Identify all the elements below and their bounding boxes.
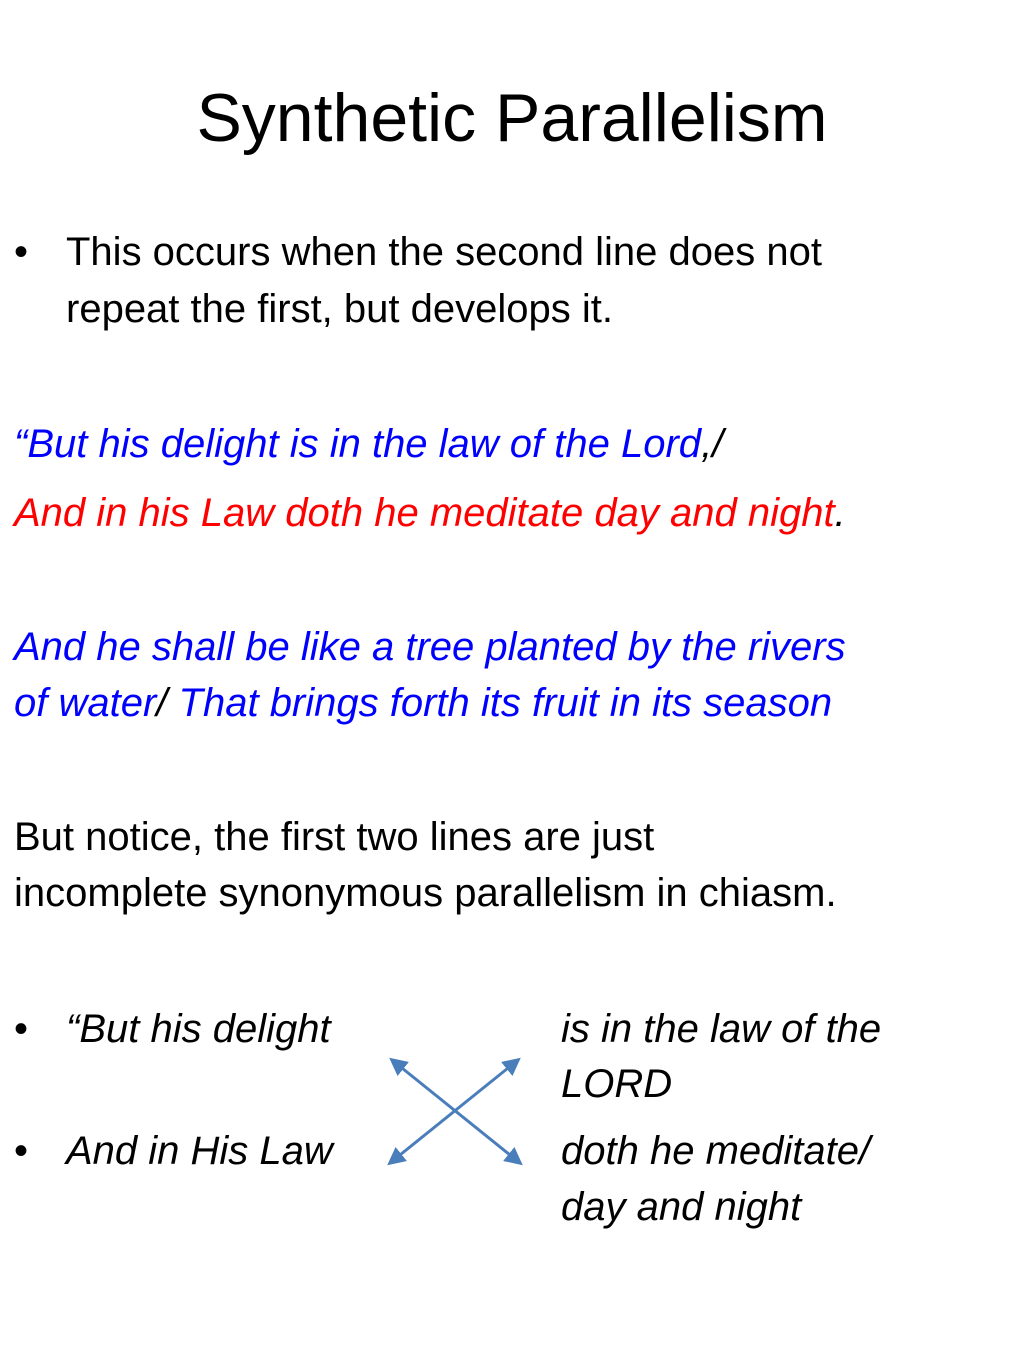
bullet-icon: • <box>14 230 29 274</box>
verse1-line-1-text: “But his delight is in the law of the Lord <box>14 422 702 466</box>
verse2-line-2-b: That brings forth its fruit in its season <box>167 681 833 725</box>
chiasm-row1-right-line-2: LORD <box>561 1062 673 1106</box>
verse2-line-1: And he shall be like a tree planted by the rivers <box>14 625 846 669</box>
verse1-line-1-separator: ,/ <box>701 422 724 466</box>
slide-title: Synthetic Parallelism <box>196 80 828 156</box>
verse2-line-2-separator: / <box>156 681 168 725</box>
chiasm-row2-right-line-1: doth he meditate/ <box>561 1129 871 1173</box>
verse2-line-2 <box>14 676 832 731</box>
chiasm-bullet-1-icon: • <box>14 1007 29 1051</box>
verse1-line-1 <box>14 417 723 472</box>
intro-line-1: This occurs when the second line does not <box>66 230 822 274</box>
verse1-line-2-period: . <box>834 491 846 535</box>
chiasm-row1-right-line-1: is in the law of the <box>561 1007 882 1051</box>
chiasm-row2-left: And in His Law <box>66 1129 333 1173</box>
verse1-line-2-text: And in his Law doth he meditate day and night <box>14 491 835 535</box>
notice-line-2: incomplete synonymous parallelism in chiasm. <box>14 871 837 915</box>
notice-line-1: But notice, the first two lines are just <box>14 815 655 859</box>
chiasm-row2-right-line-2: day and night <box>561 1185 802 1229</box>
chiasm-bullet-2-icon: • <box>14 1129 29 1173</box>
chiasm-arrow-diagonal-down <box>392 1060 520 1163</box>
verse2-line-2-a: of water <box>14 681 157 725</box>
chiasm-row1-left: “But his delight <box>66 1007 331 1051</box>
intro-line-2: repeat the first, but develops it. <box>66 287 613 331</box>
verse1-line-2 <box>14 486 846 541</box>
chiasm-arrow-diagonal-up <box>390 1060 518 1163</box>
